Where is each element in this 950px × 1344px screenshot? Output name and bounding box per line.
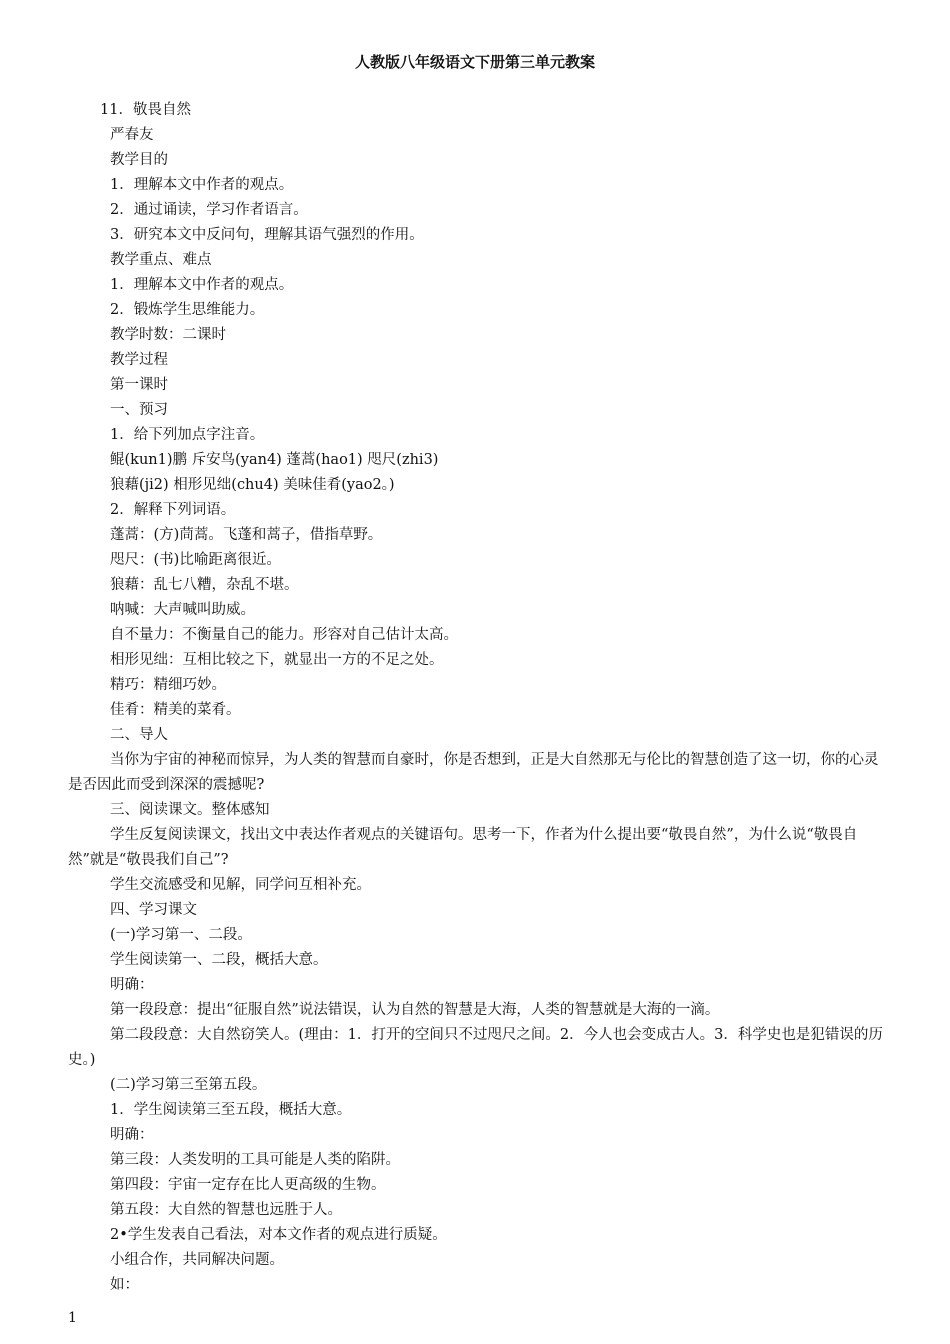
paragraph: 第二段段意：大自然窃笑人。(理由：1．打开的空间只不过咫尺之间。2．今人也会变成古人。3．科学史也是犯错误的历史。) xyxy=(68,1027,883,1068)
section-heading: 教学重点、难点 xyxy=(110,252,212,268)
document-body xyxy=(68,98,886,1298)
paragraph: (二)学习第三至第五段。 xyxy=(110,1077,267,1093)
document-title: 人教版八年级语文下册第三单元教案 xyxy=(354,53,595,71)
paragraph: 鲲(kun1)鹏 斥安鸟(yan4) 蓬蒿(hao1) 咫尺(zhi3) xyxy=(110,452,439,468)
paragraph: 教学时数：二课时 xyxy=(110,327,226,343)
paragraph: 明确： xyxy=(110,1127,154,1143)
paragraph: 1．给下列加点字注音。 xyxy=(110,427,265,443)
paragraph: 2．通过诵读，学习作者语言。 xyxy=(110,202,308,218)
paragraph: 相形见绌：互相比较之下，就显出一方的不足之处。 xyxy=(110,652,444,668)
paragraph: 1．理解本文中作者的观点。 xyxy=(110,177,294,193)
section-heading: 教学目的 xyxy=(110,152,168,168)
paragraph: 1．学生阅读第三至五段，概括大意。 xyxy=(110,1102,352,1118)
paragraph: 1．理解本文中作者的观点。 xyxy=(110,277,294,293)
paragraph: 2．解释下列词语。 xyxy=(110,502,236,518)
section-heading: 教学过程 xyxy=(110,352,168,368)
paragraph: 自不量力：不衡量自己的能力。形容对自己估计太高。 xyxy=(110,627,458,643)
paragraph: 狼藉(ji2) 相形见绌(chu4) 美味佳肴(yao2。) xyxy=(110,477,395,493)
paragraph: 2．锻炼学生思维能力。 xyxy=(110,302,265,318)
paragraph: 狼藉：乱七八糟，杂乱不堪。 xyxy=(110,577,299,593)
paragraph: 2•学生发表自己看法，对本文作者的观点进行质疑。 xyxy=(110,1227,447,1243)
paragraph: 呐喊：大声喊叫助威。 xyxy=(110,602,255,618)
paragraph: (一)学习第一、二段。 xyxy=(110,927,252,943)
section-heading: 二、导人 xyxy=(110,727,168,743)
section-heading: 三、阅读课文。整体感知 xyxy=(110,802,270,818)
paragraph: 第四段：宇宙一定存在比人更高级的生物。 xyxy=(110,1177,386,1193)
section-heading: 一、预习 xyxy=(110,402,168,418)
paragraph: 第三段：人类发明的工具可能是人类的陷阱。 xyxy=(110,1152,400,1168)
paragraph: 学生交流感受和见解，同学问互相补充。 xyxy=(110,877,371,893)
section-heading: 第一课时 xyxy=(110,377,168,393)
paragraph: 明确： xyxy=(110,977,154,993)
paragraph: 小组合作，共同解决问题。 xyxy=(110,1252,284,1268)
author-name: 严春友 xyxy=(110,127,154,143)
lesson-heading: 11．敬畏自然 xyxy=(100,102,191,118)
paragraph: 精巧：精细巧妙。 xyxy=(110,677,226,693)
paragraph: 第一段段意：提出“征服自然”说法错误，认为自然的智慧是大海，人类的智慧就是大海的一滴。 xyxy=(110,1002,720,1018)
paragraph: 学生阅读第一、二段，概括大意。 xyxy=(110,952,328,968)
paragraph: 咫尺：(书)比喻距离很近。 xyxy=(110,552,281,568)
section-heading: 四、学习课文 xyxy=(110,902,197,918)
page-number: 1 xyxy=(68,1310,77,1326)
paragraph: 佳肴：精美的菜肴。 xyxy=(110,702,241,718)
paragraph: 学生反复阅读课文，找出文中表达作者观点的关键语句。思考一下，作者为什么提出要“敬畏自然”，为什么说“敬畏自然”就是“敬畏我们自己”? xyxy=(68,827,858,868)
paragraph: 3．研究本文中反问句，理解其语气强烈的作用。 xyxy=(110,227,424,243)
paragraph: 蓬蒿：(方)茼蒿。飞蓬和蒿子，借指草野。 xyxy=(110,527,383,543)
paragraph: 当你为宇宙的神秘而惊异，为人类的智慧而自豪时，你是否想到，正是大自然那无与伦比的智慧创造了这一切，你的心灵是否因此而受到深深的震撼呢? xyxy=(68,752,879,793)
paragraph: 第五段：大自然的智慧也远胜于人。 xyxy=(110,1202,342,1218)
paragraph: 如： xyxy=(110,1277,139,1293)
